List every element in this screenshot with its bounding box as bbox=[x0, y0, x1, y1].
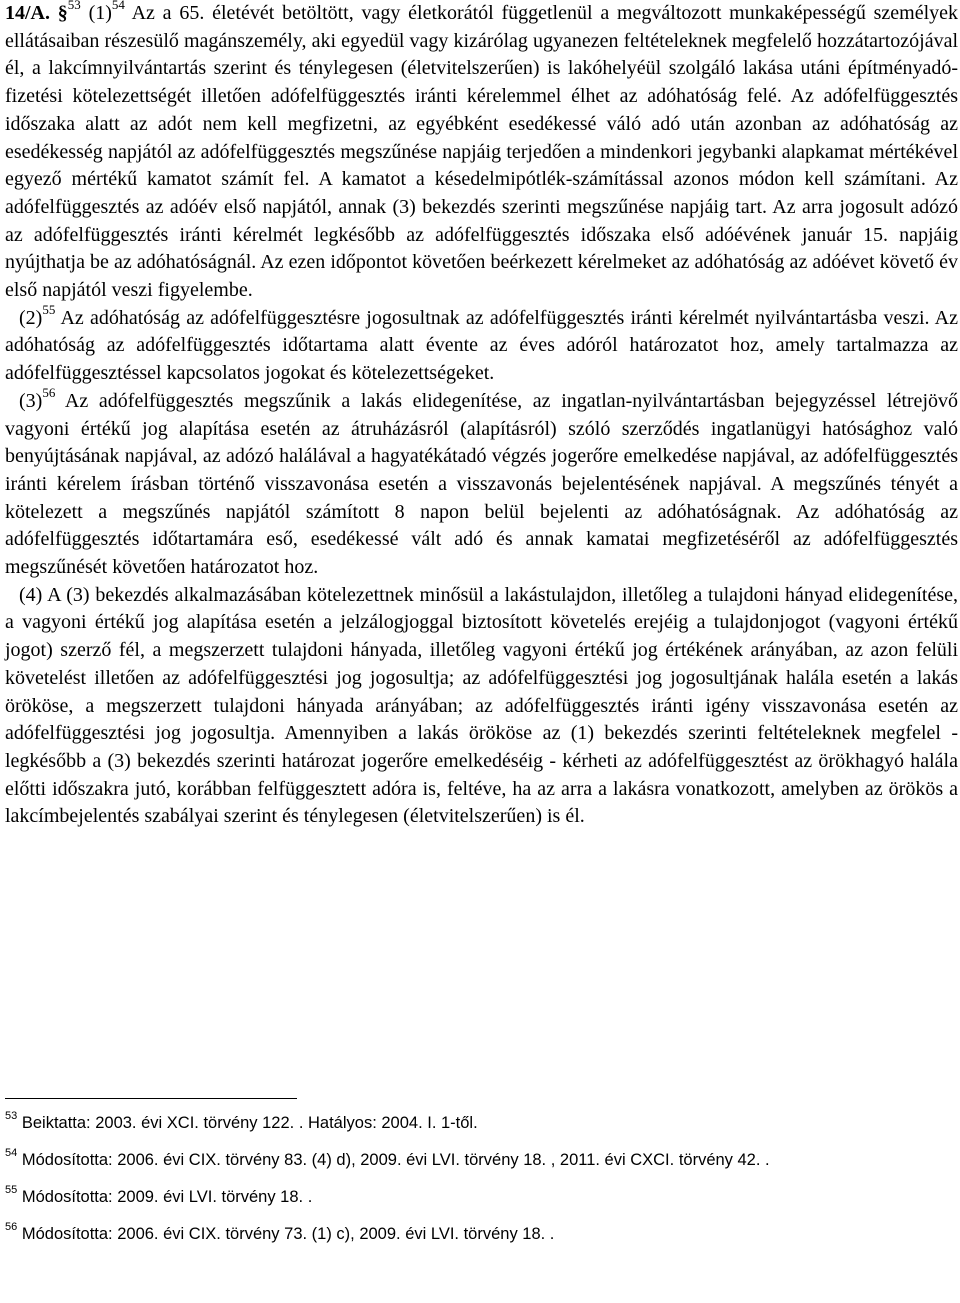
footnote-divider bbox=[5, 1098, 297, 1099]
footnote-55 bbox=[5, 1185, 958, 1209]
paragraph-4-label: (4) bbox=[19, 583, 43, 606]
footnote-number: 56 bbox=[5, 1220, 18, 1233]
paragraph-1-label: (1) bbox=[88, 2, 112, 24]
footnote-53 bbox=[5, 1111, 958, 1135]
paragraph-2-label: (2) bbox=[19, 306, 43, 329]
footnote-text: Módosította: 2006. évi CIX. törvény 83. (4) d), 2009. évi LVI. törvény 18. , 2011. évi CXCI. törvény 42. . bbox=[21, 1151, 770, 1169]
paragraph-3 bbox=[5, 385, 958, 582]
footnote-text: Módosította: 2006. évi CIX. törvény 73. (1) c), 2009. évi LVI. törvény 18. . bbox=[21, 1225, 555, 1243]
footnote-54 bbox=[5, 1148, 958, 1172]
paragraph-3-label: (3) bbox=[19, 389, 43, 412]
footnote-number: 54 bbox=[5, 1146, 18, 1159]
article-body bbox=[5, 0, 958, 831]
section-sign: § bbox=[57, 2, 68, 24]
footnote-ref-54[interactable]: 54 bbox=[111, 0, 125, 13]
footnote-text: Módosította: 2009. évi LVI. törvény 18. . bbox=[21, 1188, 313, 1206]
paragraph-4 bbox=[5, 582, 958, 831]
paragraph-1 bbox=[5, 0, 958, 305]
footnote-56 bbox=[5, 1222, 958, 1246]
footnote-text: Beiktatta: 2003. évi XCI. törvény 122. . Hatályos: 2004. I. 1-től. bbox=[21, 1114, 478, 1132]
paragraph-3-text: Az adófelfüggesztés megszűnik a lakás elidegenítése, az ingatlan-nyilvántartásban bejegyzéssel létrejövő vagyoni értékű jog alapítása esetén az átruházásról (alapításról) szóló szerződés ingatlanügyi hatósághoz való benyújtásának napjával, az adózó halálával a hagyatékátadó végzés jogerőre emelkedése napjával, az adófelfüggesztés iránti kérelem írásban történő visszavonása esetén a visszavonás bejelentésének napjával. A megszűnés tényét a kötelezett a megszűnés napjától számított 8 napon belül bejelenti az adóhatóságnak. Az adóhatóság az adófelfüggesztés időtartamára eső, esedékessé vált adó és annak kamatai megfizetéséről az adófelfüggesztés megszűnését követően határozatot hoz. bbox=[5, 389, 958, 579]
paragraph-1-text: Az a 65. életévét betöltött, vagy életkorától függetlenül a megváltozott munkaképességű személyek ellátásaiban részesülő magánszemély, aki egyedül vagy kizárólag ugyanezen feltételeknek megfelelő hozzátartozójával él, a lakcímnyilvántartás szerint és ténylegesen (életvitelszerűen) is lakóhelyéül szolgáló lakása utáni építményadó-fizetési kötelezettségét illetően adófelfüggesztés iránti kérelemmel élhet az adóhatóság felé. Az adófelfüggesztés időszaka alatt az adót nem kell megfizetni, az egyébként esedékessé váló adó után azonban az adóhatóság az esedékesség napjától az adófelfüggesztés megszűnése napjáig terjedően a mindenkori jegybanki alapkamat mértékével egyező mértékű kamatot számít fel. A kamatot a késedelmipótlék-számítással azonos módon kell számítani. Az adófelfüggesztés az adóév első napjától, annak (3) bekezdés szerinti megszűnése napjáig tart. Az arra jogosult adózó az adófelfüggesztés iránti kérelmét legkésőbb az adófelfüggesztés időszaka első adóévének január 15. napjáig nyújthatja be az adóhatóságnál. Az ezen időpontot követően beérkezett kérelmeket az adóhatóság az adóévet követő év első napjától veszi figyelembe. bbox=[5, 2, 958, 302]
footnote-number: 55 bbox=[5, 1183, 18, 1196]
footnote-number: 53 bbox=[5, 1109, 18, 1122]
paragraph-2-text: Az adóhatóság az adófelfüggesztésre jogosultnak az adófelfüggesztés iránti kérelmét nyilvántartásba veszi. Az adóhatóság az adófelfüggesztés időtartama alatt évente az éves adóról határozatot hoz, amely tartalmazza az adófelfüggesztéssel kapcsolatos jogokat és kötelezettségeket. bbox=[5, 306, 958, 385]
footnotes-section bbox=[5, 1098, 958, 1259]
paragraph-4-text: A (3) bekezdés alkalmazásában kötelezettnek minősül a lakástulajdon, illetőleg a tulajdoni hányad elidegenítése, a vagyoni értékű jog alapítása esetén a jelzálogjoggal biztosított követelés erejéig a tulajdonjogot (vagyoni értékű jogot) szerző fél, a megszerzett tulajdoni hányada, illetőleg vagyoni értékű jog értékének arányában, az azon felüli követelést illetően az adófelfüggesztési jog jogosultja; az adófelfüggesztési jog jogosultjának halála esetén a lakás örököse, a megszerzett tulajdoni hányada arányában; az adófelfüggesztés iránti igény visszavonása esetén az adófelfüggesztési jog jogosultja. Amennyiben a lakás örököse az (1) bekezdés szerinti feltételeknek megfelel - legkésőbb a (3) bekezdés szerinti határozat jogerőre emelkedéséig - kérheti az adófelfüggesztést az örökhagyó halála előtti időszakra jutó, korábban felfüggesztett adóra is, feltéve, ha az arra a lakásra vonatkozott, amelyben az örökös a lakcímbejelentés szabályai szerint és ténylegesen (életvitelszerűen) is él. bbox=[5, 583, 958, 828]
footnote-ref-55[interactable]: 55 bbox=[42, 302, 56, 318]
paragraph-2 bbox=[5, 302, 958, 388]
article-number: 14/A. bbox=[5, 2, 50, 24]
footnote-ref-53[interactable]: 53 bbox=[67, 0, 81, 13]
footnote-ref-56[interactable]: 56 bbox=[42, 385, 56, 401]
